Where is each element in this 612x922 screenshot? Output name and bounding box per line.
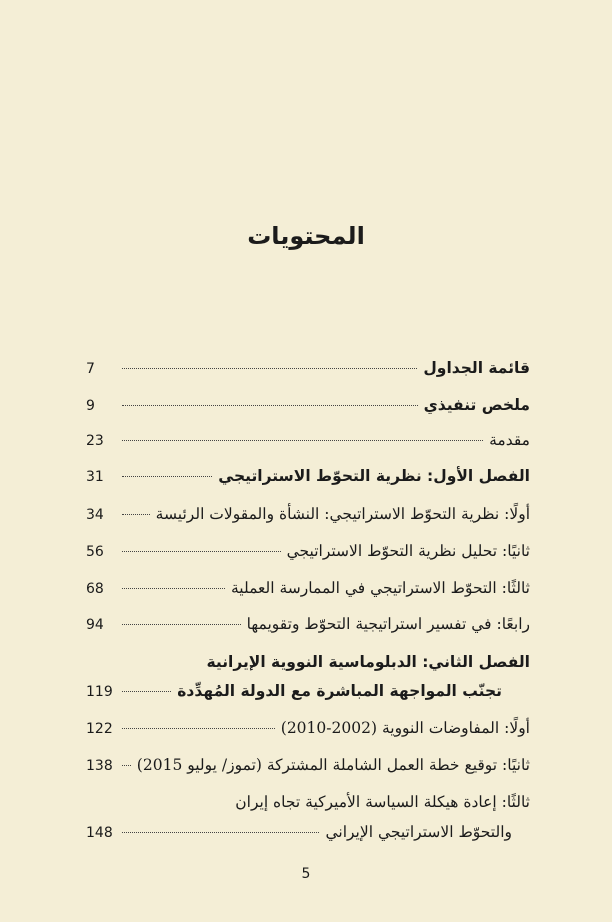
- page-number: 138: [86, 758, 113, 774]
- page-number: 148: [86, 825, 113, 841]
- entry-label: ثالثًا: التحوّط الاستراتيجي في الممارسة العملية: [230, 579, 530, 597]
- toc-entry-chapter-2-line-1[interactable]: الفصل الثاني: الدبلوماسية النووية الإيرانية: [206, 653, 530, 671]
- dot-leader: [122, 765, 131, 766]
- entry-label: قائمة الجداول: [423, 359, 530, 377]
- toc-entry-introduction[interactable]: [86, 430, 530, 451]
- dot-leader: [122, 728, 275, 729]
- dot-leader: [122, 624, 241, 625]
- page-folio-number: 5: [301, 866, 311, 882]
- toc-entry-ch1-section-3[interactable]: [86, 578, 530, 599]
- entry-label: الفصل الأول: نظرية التحوّط الاستراتيجي: [218, 467, 530, 485]
- entry-label: رابعًا: في تفسير استراتيجية التحوّط وتقويمها: [246, 615, 530, 633]
- toc-entry-chapter-1[interactable]: [86, 466, 530, 487]
- page-number: 9: [86, 398, 95, 414]
- entry-label: ثانيًا: توقيع خطة العمل الشاملة المشتركة (تموز/ يوليو 2015): [136, 756, 530, 774]
- page-number: 7: [86, 361, 95, 377]
- dot-leader: [122, 588, 225, 589]
- page-number: 56: [86, 544, 104, 560]
- entry-label: مقدمة: [489, 431, 530, 449]
- toc-entry-ch1-section-2[interactable]: [86, 541, 530, 562]
- toc-entry-executive-summary[interactable]: [86, 395, 530, 416]
- toc-entry-ch2-section-3-line-1[interactable]: ثالثًا: إعادة هيكلة السياسة الأميركية تجاه إيران: [235, 793, 530, 811]
- entry-label: ثانيًا: تحليل نظرية التحوّط الاستراتيجي: [286, 542, 530, 560]
- toc-entry-ch2-section-2[interactable]: [86, 755, 530, 776]
- page-number: 119: [86, 684, 113, 700]
- entry-label: أولًا: نظرية التحوّط الاستراتيجي: النشأة والمقولات الرئيسة: [155, 505, 530, 523]
- toc-entry-ch2-section-1[interactable]: [86, 718, 530, 739]
- page-number: 122: [86, 721, 113, 737]
- page-number: 31: [86, 469, 104, 485]
- dot-leader: [122, 832, 319, 833]
- page-number: 34: [86, 507, 104, 523]
- entry-label: تجنّب المواجهة المباشرة مع الدولة المُهدِّدة: [177, 682, 502, 700]
- toc-entry-chapter-2[interactable]: [86, 681, 530, 702]
- page-number: 94: [86, 617, 104, 633]
- page-number: 68: [86, 581, 104, 597]
- toc-entry-ch2-section-3[interactable]: [86, 822, 530, 843]
- page-title: المحتويات: [247, 222, 365, 250]
- toc-entry-ch1-section-1[interactable]: [86, 504, 530, 525]
- dot-leader: [122, 514, 150, 515]
- dot-leader: [122, 691, 171, 692]
- dot-leader: [122, 476, 212, 477]
- entry-label: ملخص تنفيذي: [423, 396, 530, 414]
- entry-label: والتحوّط الاستراتيجي الإيراني: [325, 823, 512, 841]
- dot-leader: [122, 551, 281, 552]
- entry-label: أولًا: المفاوضات النووية (2002-2010): [280, 719, 530, 737]
- dot-leader: [122, 368, 417, 369]
- dot-leader: [122, 440, 483, 441]
- toc-entry-ch1-section-4[interactable]: [86, 614, 530, 635]
- dot-leader: [122, 405, 418, 406]
- page-number: 23: [86, 433, 104, 449]
- toc-entry-list-of-tables[interactable]: [86, 358, 530, 379]
